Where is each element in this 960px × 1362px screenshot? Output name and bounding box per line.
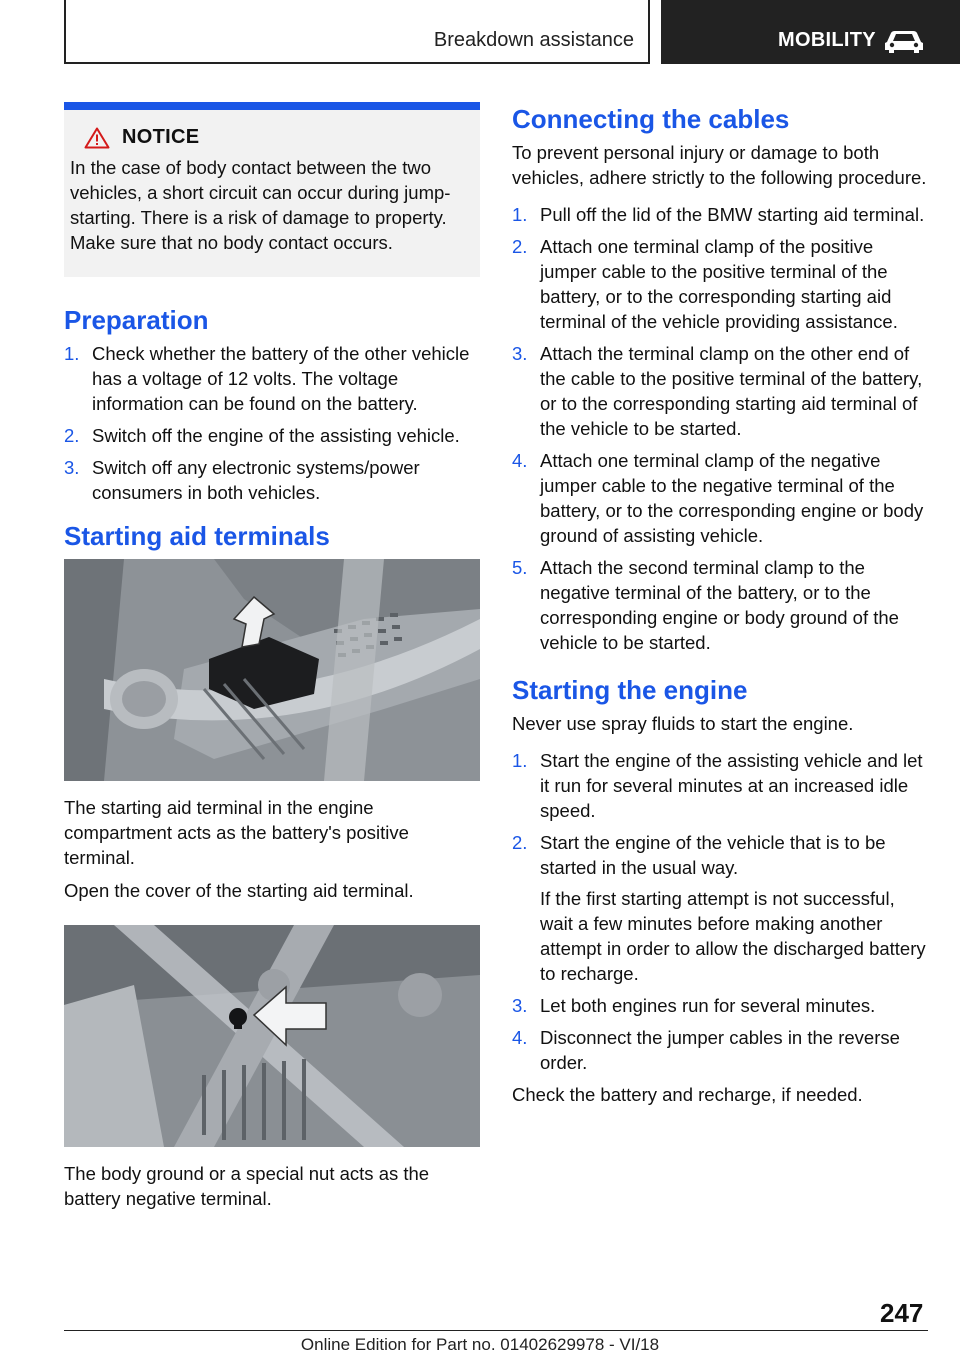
terminals-caption-negative: The body ground or a special nut acts as the battery negative terminal. [64, 1163, 430, 1209]
step-text: Start the engine of the assisting vehicle and let it run for several minutes at an increased idle speed. [540, 750, 923, 821]
notice-title: NOTICE [122, 126, 200, 148]
preparation-heading: Preparation [64, 305, 209, 335]
step-number: 2. [64, 425, 80, 446]
step-number: 3. [512, 343, 528, 364]
footer-divider [64, 1330, 928, 1331]
step-subtext: If the first starting attempt is not successful, wait a few minutes before making another attempt in order to allow the discharged battery to recharge. [540, 888, 926, 984]
step-number: 2. [512, 236, 528, 257]
list-item [64, 455, 480, 505]
list-item [512, 993, 928, 1018]
list-item [64, 423, 480, 448]
left-column [64, 102, 480, 1219]
list-item [64, 341, 480, 416]
step-number: 1. [512, 204, 528, 225]
step-number: 3. [512, 995, 528, 1016]
list-item [512, 202, 928, 227]
list-item [512, 830, 928, 986]
step-text: Switch off any electronic systems/power consumers in both vehicles. [92, 457, 420, 503]
list-item [512, 448, 928, 548]
terminals-heading: Starting aid terminals [64, 521, 330, 551]
step-text: Attach one terminal clamp of the positive jumper cable to the positive terminal of the battery, or to the corresponding starting aid terminal of the vehicle providing assistance. [540, 236, 898, 332]
step-number: 2. [512, 832, 528, 853]
starting-outro: Check the battery and recharge, if needed. [512, 1084, 863, 1105]
terminals-caption-cover: Open the cover of the starting aid terminal. [64, 880, 414, 901]
header-section-title: Breakdown assistance [433, 29, 634, 51]
list-item [512, 234, 928, 334]
footer-edition [0, 1335, 960, 1355]
step-text: Attach the second terminal clamp to the negative terminal of the battery, or to the corresponding engine or body ground of the vehicle to be started. [540, 557, 899, 653]
step-number: 1. [512, 750, 528, 771]
car-icon [883, 28, 925, 54]
list-item [512, 748, 928, 823]
starting-intro: Never use spray fluids to start the engine. [512, 713, 854, 734]
body-ground-photo [64, 925, 480, 1147]
step-text: Attach one terminal clamp of the negative jumper cable to the negative terminal of the battery, or to the corresponding engine or body ground of assisting vehicle. [540, 450, 924, 546]
list-item [512, 1025, 928, 1075]
notice-box [64, 102, 480, 277]
connecting-heading: Connecting the cables [512, 104, 790, 134]
notice-header [84, 126, 466, 149]
step-number: 4. [512, 1027, 528, 1048]
footer-edition-text: Online Edition for Part no. 01402629978 - VI/18 [297, 1335, 663, 1354]
warning-triangle-icon [84, 127, 110, 149]
starting-heading: Starting the engine [512, 675, 748, 705]
engine-compartment-photo [64, 559, 480, 781]
connecting-intro: To prevent personal injury or damage to both vehicles, adhere strictly to the following procedure. [512, 142, 927, 188]
preparation-steps [64, 341, 480, 505]
step-number: 4. [512, 450, 528, 471]
page-number: 247 [880, 1298, 924, 1328]
right-column [512, 102, 928, 1115]
header-chapter-title: MOBILITY [778, 29, 876, 51]
step-number: 1. [64, 343, 80, 364]
step-text: Let both engines run for several minutes. [540, 995, 876, 1016]
starting-steps [512, 748, 928, 1075]
connecting-steps [512, 202, 928, 655]
step-text: Check whether the battery of the other vehicle has a voltage of 12 volts. The voltage information can be found on the battery. [92, 343, 470, 414]
list-item [512, 555, 928, 655]
terminals-caption-positive: The starting aid terminal in the engine compartment acts as the battery's positive terminal. [64, 797, 409, 868]
step-number: 3. [64, 457, 80, 478]
step-text: Pull off the lid of the BMW starting aid terminal. [540, 204, 925, 225]
notice-text: In the case of body contact between the two vehicles, a short circuit can occur during jump-starting. There is a risk of damage to property. Make sure that no body contact occurs. [70, 157, 451, 253]
step-number: 5. [512, 557, 528, 578]
step-text: Attach the terminal clamp on the other end of the cable to the positive terminal of the battery, or to the corresponding starting aid terminal of the vehicle to be started. [540, 343, 923, 439]
step-text: Start the engine of the vehicle that is to be started in the usual way. [540, 832, 886, 878]
list-item [512, 341, 928, 441]
step-text: Switch off the engine of the assisting vehicle. [92, 425, 460, 446]
step-text: Disconnect the jumper cables in the reverse order. [540, 1027, 900, 1073]
header-chapter-tab [661, 0, 960, 64]
header-section-tab [64, 0, 650, 64]
